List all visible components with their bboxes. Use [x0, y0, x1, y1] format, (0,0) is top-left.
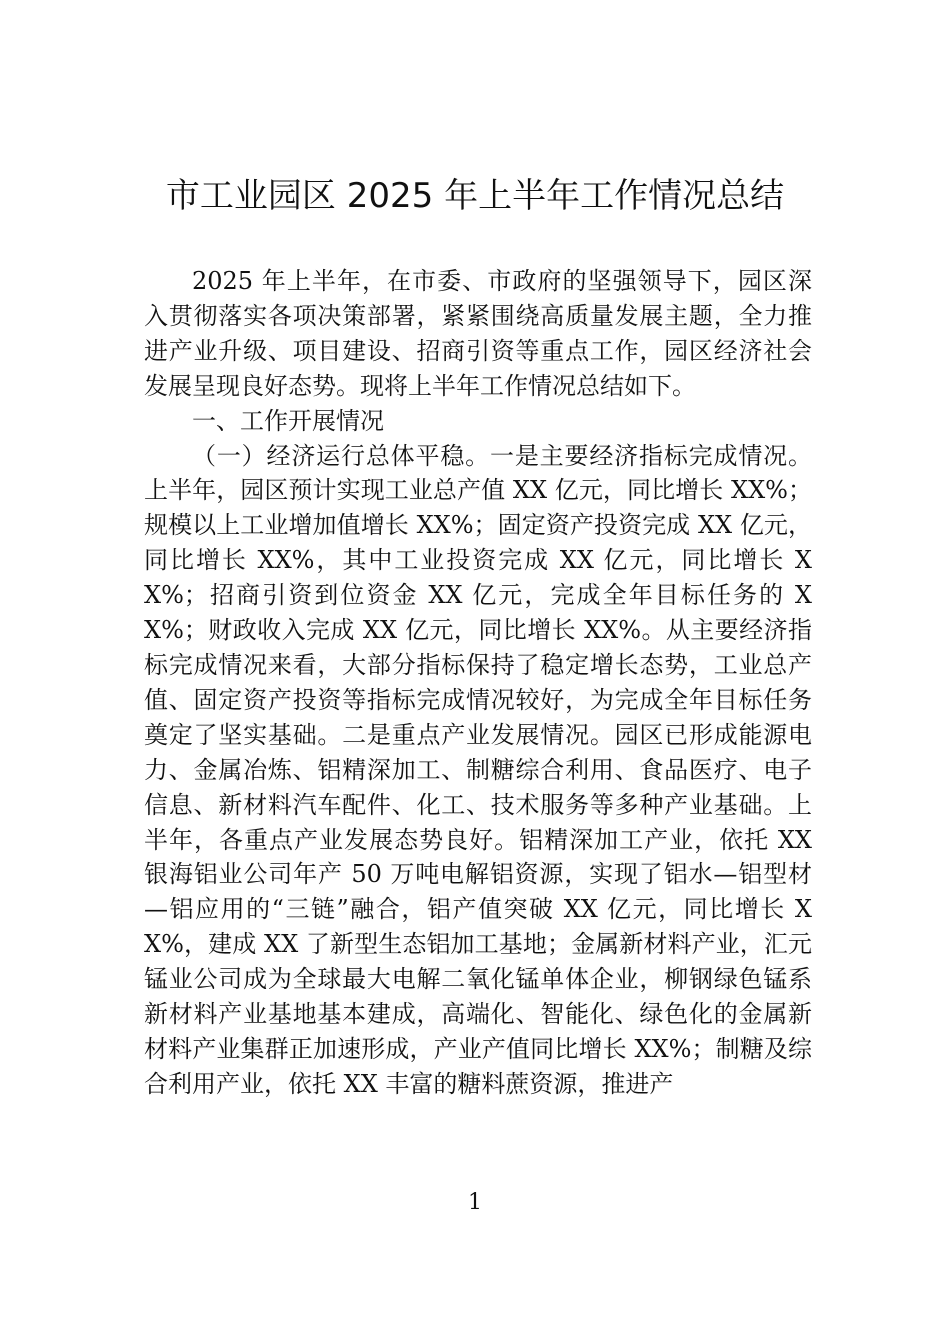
document-title: 市工业园区 2025 年上半年工作情况总结	[165, 176, 785, 216]
document-body	[144, 264, 812, 1102]
section-paragraph: （一）经济运行总体平稳。一是主要经济指标完成情况。上半年，园区预计实现工业总产值 XX 亿元，同比增长 XX%；规模以上工业增加值增长 XX%；固定资产投资完成 XX 亿元，同比增长 XX%，其中工业投资完成 XX 亿元，同比增长 XX%；招商引资到位资金 XX 亿元，完成全年目标任务的 XX%；财政收入完成 XX 亿元，同比增长 XX%。从主要经济指标完成情况来看，大部分指标保持了稳定增长态势，工业总产值、固定资产投资等指标完成情况较好，为完成全年目标任务奠定了坚实基础。二是重点产业发展情况。园区已形成能源电力、金属冶炼、铝精深加工、制糖综合利用、食品医疗、电子信息、新材料汽车配件、化工、技术服务等多种产业基础。上半年，各重点产业发展态势良好。铝精深加工产业，依托 XX 银海铝业公司年产 50 万吨电解铝资源，实现了铝水—铝型材—铝应用的“三链”融合，铝产值突破 XX 亿元，同比增长 XX%，建成 XX 了新型生态铝加工基地；金属新材料产业，汇元锰业公司成为全球最大电解二氧化锰单体企业，柳钢绿色锰系新材料产业基地基本建成，高端化、智能化、绿色化的金属新材料产业集群正加速形成，产业产值同比增长 XX%；制糖及综合利用产业，依托 XX 丰富的糖料蔗资源，推进产	[144, 441, 812, 1098]
section-heading: 一、工作开展情况	[192, 406, 384, 435]
intro-paragraph: 2025 年上半年，在市委、市政府的坚强领导下，园区深入贯彻落实各项决策部署，紧紧围绕高质量发展主题，全力推进产业升级、项目建设、招商引资等重点工作，园区经济社会发展呈现良好态势。现将上半年工作情况总结如下。	[144, 267, 812, 400]
page-number: 1	[468, 1190, 482, 1215]
